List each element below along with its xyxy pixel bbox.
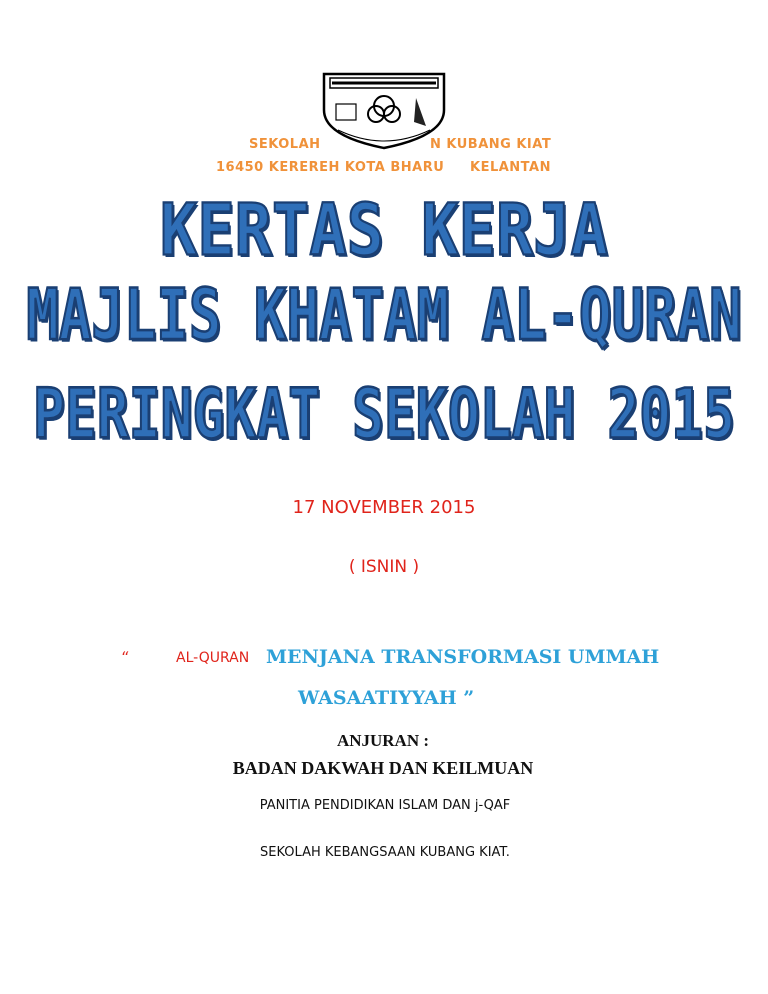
school-address: 16450 KEREREH KOTA BHARU (216, 160, 445, 175)
event-day: ( ISNIN ) (348, 557, 420, 577)
theme-prefix: AL-QURAN (176, 650, 250, 666)
organizer-panel: PANITIA PENDIDIKAN ISLAM DAN j-QAF (259, 798, 511, 813)
title-line-2: MAJLIS KHATAM AL-QURAN (26, 274, 742, 356)
organizer-school: SEKOLAH KEBANGSAAN KUBANG KIAT. (260, 845, 510, 860)
school-name-left: SEKOLAH (249, 137, 321, 152)
title-line-3: PERINGKAT SEKOLAH 2015 (33, 375, 735, 455)
school-name-right: N KUBANG KIAT (430, 137, 552, 152)
school-state: KELANTAN (470, 160, 551, 175)
theme-open-quote: “ (121, 648, 130, 667)
title-line-1: KERTAS KERJA (160, 188, 608, 272)
event-date: 17 NOVEMBER 2015 (292, 497, 476, 518)
theme-line-1: MENJANA TRANSFORMASI UMMAH (266, 646, 660, 668)
organizer-body: BADAN DAKWAH DAN KEILMUAN (232, 758, 534, 778)
theme-line-2: WASAATIYYAH ” (298, 687, 475, 709)
organizer-label: ANJURAN : (336, 731, 430, 750)
